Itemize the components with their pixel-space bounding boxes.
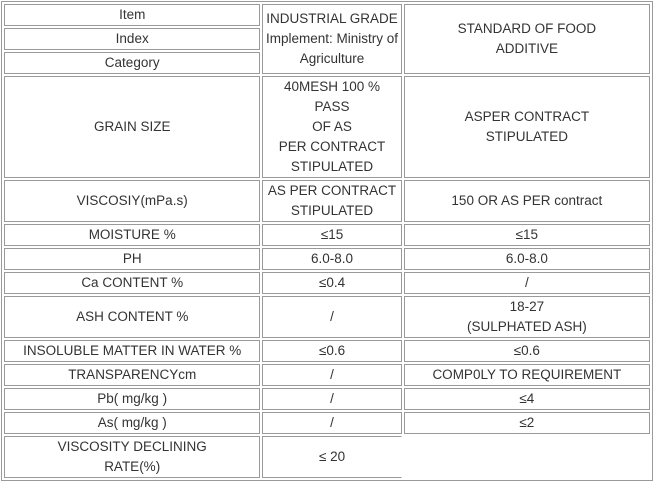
industrial-value-cell [262,296,401,338]
industrial-value-line: / [330,391,334,406]
property-line: TRANSPARENCYcm [68,367,197,382]
property-cell [4,76,260,178]
food-value-line: 18-27 [509,299,545,314]
industrial-value-line: ≤0.6 [318,343,346,358]
industrial-value-cell [262,76,401,178]
industrial-value-line: ≤ 20 [318,449,346,464]
food-value-line: 6.0-8.0 [505,251,548,266]
property-cell [4,364,260,386]
spec-row [4,180,650,222]
spec-row [4,248,650,270]
property-line: Ca CONTENT % [81,275,184,290]
property-line: INSOLUBLE MATTER IN WATER % [23,343,242,358]
property-cell [4,340,260,362]
food-value-cell [404,388,650,410]
industrial-value-cell [262,364,401,386]
industrial-value-line: STIPULATED [290,159,374,174]
spec-row [4,272,650,294]
food-value-cell [404,436,650,478]
property-line: As( mg/kg ) [97,415,167,430]
spec-row [4,412,650,434]
property-cell [4,436,260,478]
header-industrial-line: Implement: Ministry of [266,31,399,46]
food-value-line: ≤15 [515,227,539,242]
food-value-line: STIPULATED [485,129,568,144]
industrial-value-cell [262,436,401,478]
industrial-value-cell [262,340,401,362]
food-value-line: ≤0.6 [513,343,540,358]
industrial-value-line: PER CONTRACT [278,139,386,154]
property-line: MOISTURE % [88,227,176,242]
header-category-cell: Category [4,52,260,74]
food-value-cell [404,364,650,386]
industrial-value-line: ≤15 [320,227,344,242]
industrial-value-line: ≤0.4 [318,275,346,290]
food-value-cell [404,76,650,178]
property-line: RATE(%) [104,459,161,474]
food-value-line: ASPER CONTRACT [464,109,590,124]
spec-row [4,340,650,362]
spec-row [4,436,650,478]
food-value-cell [404,224,650,246]
property-cell [4,296,260,338]
industrial-value-line: 6.0-8.0 [311,251,354,266]
property-cell [4,388,260,410]
food-value-cell [404,248,650,270]
industrial-value-cell [262,388,401,410]
header-food-additive-cell [404,4,650,74]
spec-row [4,388,650,410]
food-value-line: COMP0LY TO REQUIREMENT [432,367,622,382]
industrial-value-line: 40MESH 100 % PASS [284,79,381,114]
spec-row [4,76,650,178]
industrial-value-line: / [330,309,334,324]
industrial-value-cell [262,272,401,294]
food-value-cell [404,296,650,338]
property-line: Pb( mg/kg ) [97,391,168,406]
header-industrial-grade-cell [262,4,401,74]
spec-row [4,364,650,386]
spec-row [4,296,650,338]
property-line: GRAIN SIZE [93,119,171,134]
food-value-cell [404,272,650,294]
industrial-value-cell [262,180,401,222]
header-item-cell: Item [4,4,260,26]
property-cell [4,412,260,434]
food-value-cell [404,412,650,434]
industrial-value-line: AS PER CONTRACT [267,183,397,198]
industrial-value-cell [262,224,401,246]
property-cell [4,272,260,294]
header-industrial-line: INDUSTRIAL GRADE [266,11,398,26]
property-line: PH [122,251,142,266]
property-line: ASH CONTENT % [76,309,189,324]
property-cell [4,224,260,246]
food-value-line: (SULPHATED ASH) [466,319,587,334]
industrial-value-line: / [330,367,334,382]
industrial-value-line: / [330,415,334,430]
industrial-value-cell [262,412,401,434]
food-value-line: ≤4 [519,391,535,406]
header-index-cell: Index [4,28,260,50]
property-line: VISCOSIY(mPa.s) [76,193,188,208]
property-cell [4,248,260,270]
food-value-cell [404,340,650,362]
food-value-line: 150 OR AS PER contract [451,193,603,208]
header-row-item [4,4,650,26]
industrial-value-line: STIPULATED [290,203,374,218]
header-industrial-line: Agriculture [299,51,365,66]
header-food-line: ADDITIVE [495,41,558,56]
industrial-value-cell [262,248,401,270]
spec-row [4,224,650,246]
header-food-line: STANDARD OF FOOD [457,21,597,36]
food-value-cell [404,180,650,222]
food-value-line: ≤2 [519,415,535,430]
food-value-line: / [524,275,529,290]
industrial-value-line: OF AS [312,119,352,134]
property-cell [4,180,260,222]
property-line: VISCOSITY DECLINING [57,439,207,454]
specification-table [1,1,653,481]
specification-table-body [4,4,650,478]
